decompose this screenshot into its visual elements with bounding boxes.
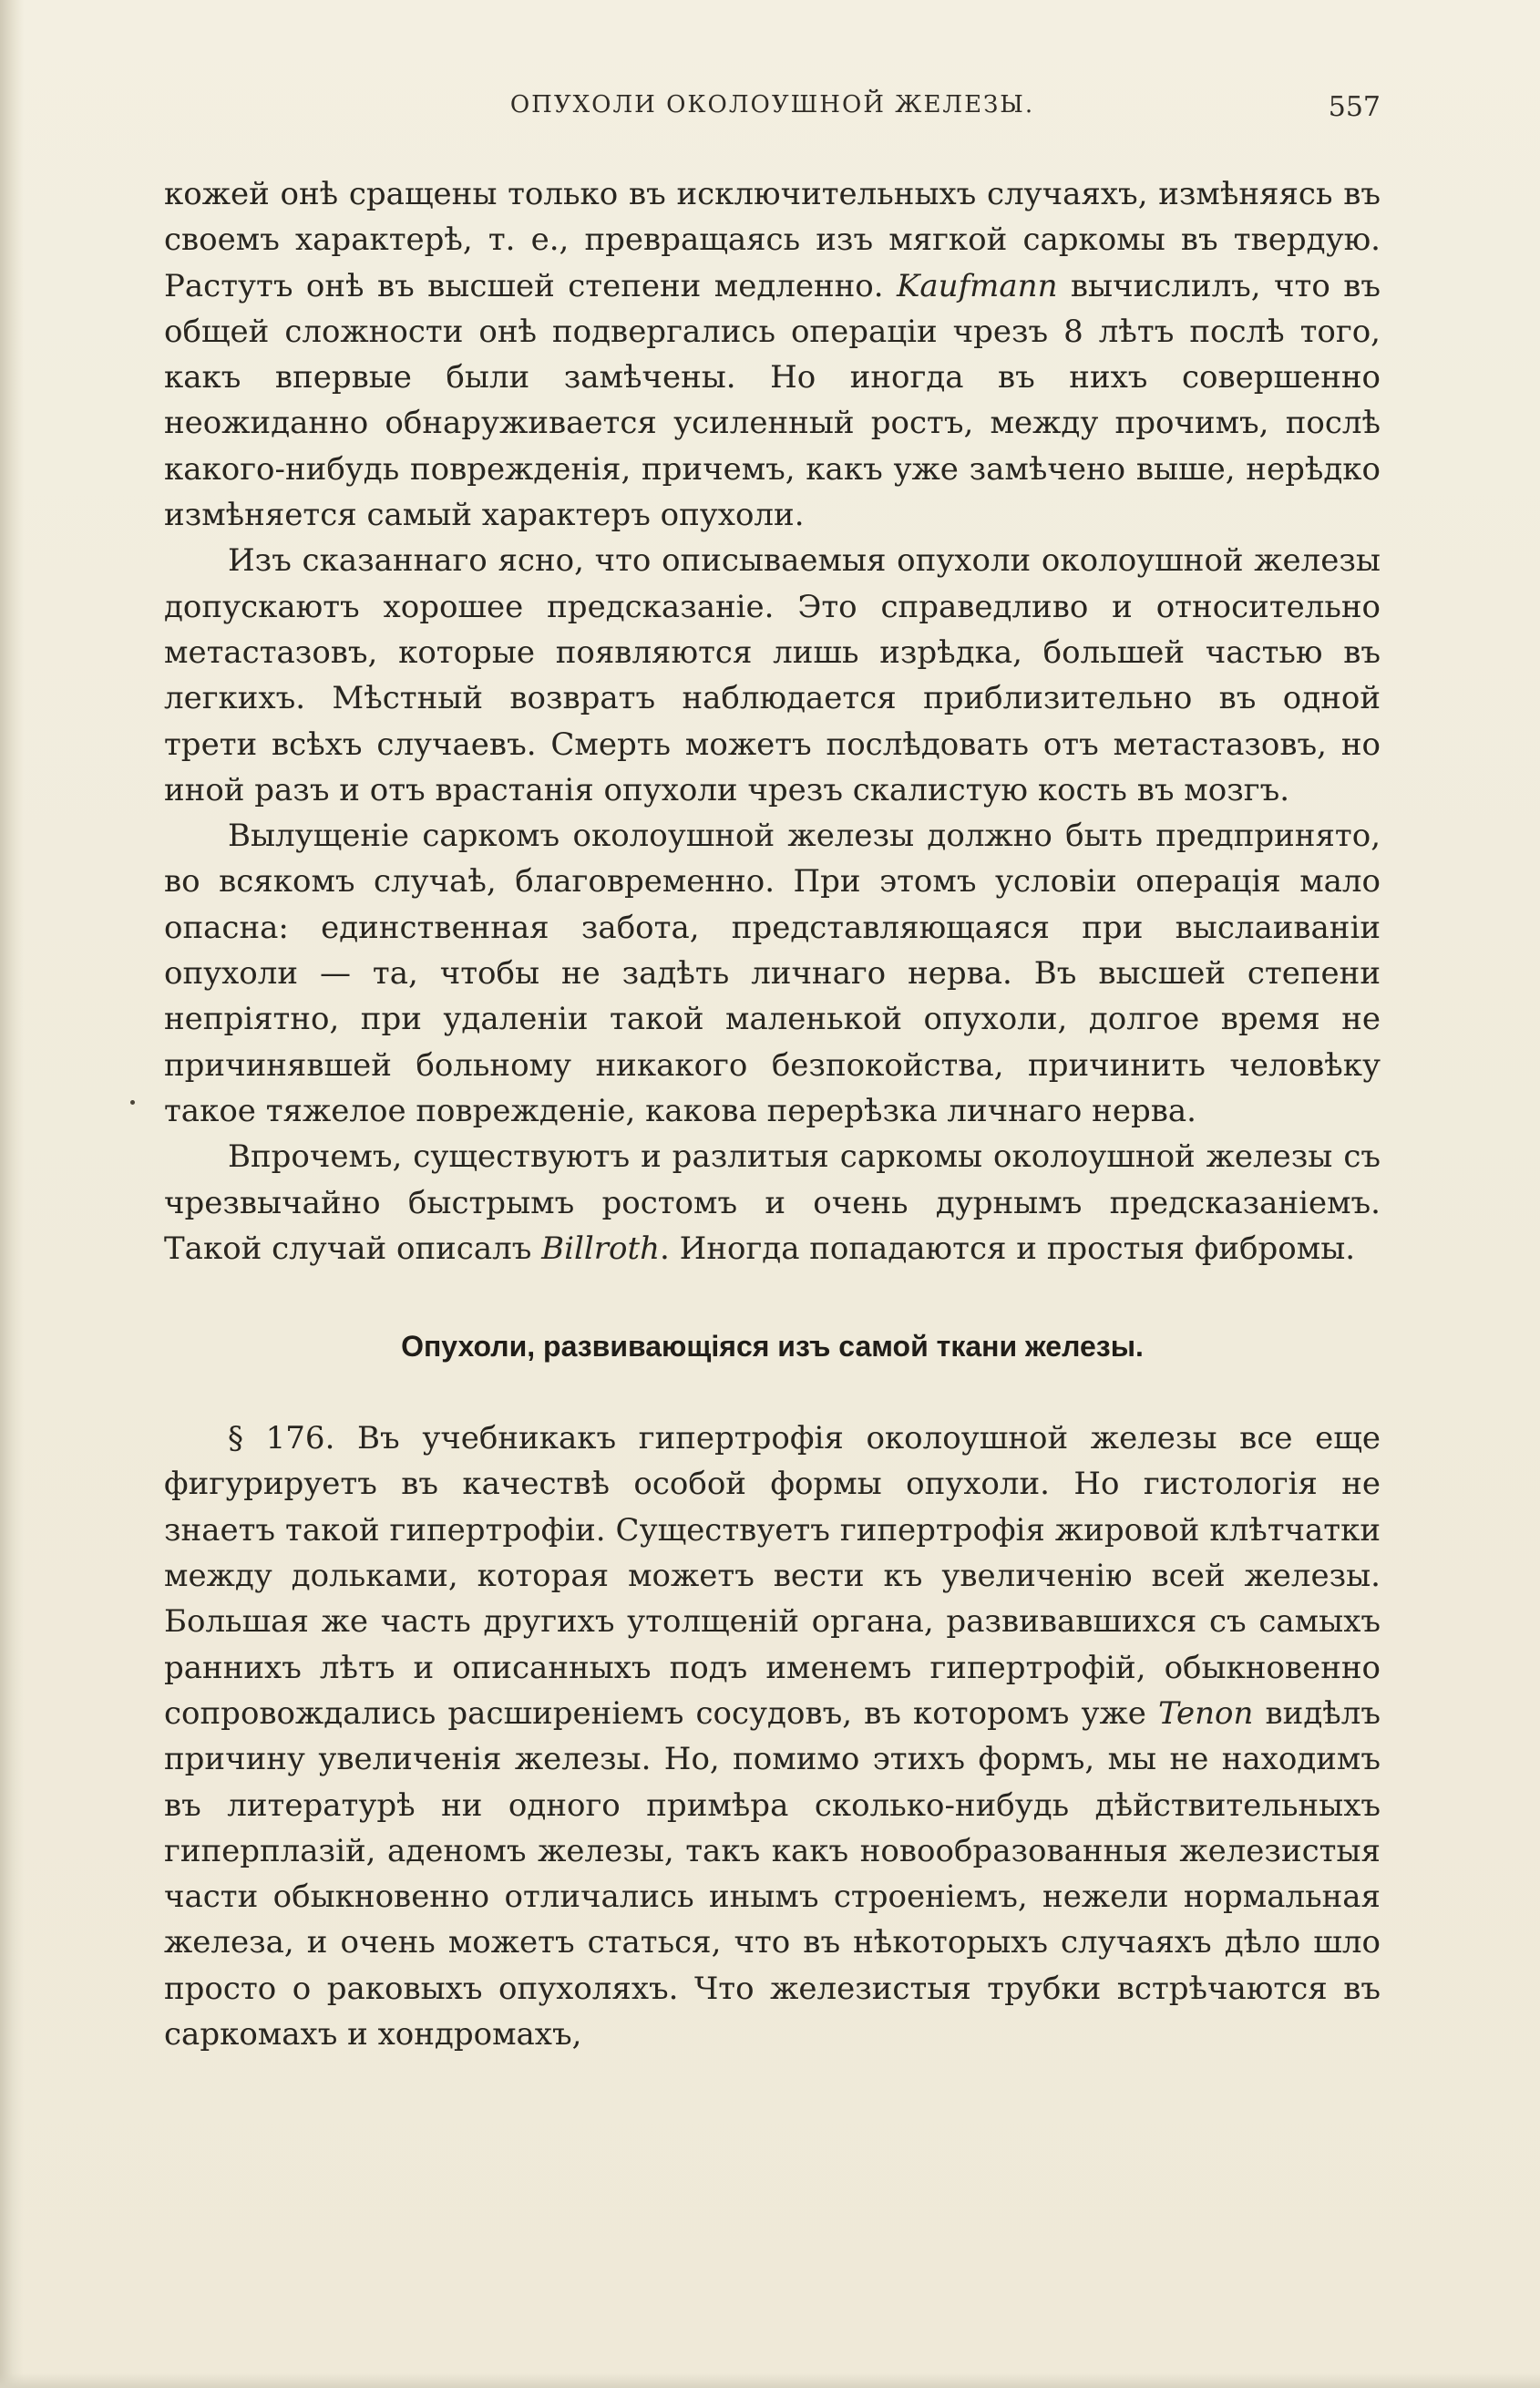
paragraph-text: вычислилъ, что въ общей сложности онѣ подвергались операціи чрезъ 8 лѣтъ послѣ того, какъ впервые были замѣчены. Но иногда въ нихъ совершенно неожиданно обнаруживается усиленный ростъ, между прочимъ, послѣ какого-нибудь поврежденія, причемъ, какъ уже замѣчено выше, нерѣдко измѣняется самый характеръ опухоли. [164,267,1381,534]
page-number: 557 [1328,91,1381,123]
paragraph-text: Впрочемъ, существуютъ и разлитыя саркомы околоушной железы съ чрезвычайно быстрымъ ростомъ и очень дурнымъ предсказаніемъ. Такой случай описалъ [164,1138,1381,1267]
author-name: Kaufmann [897,267,1058,304]
running-title: ОПУХОЛИ ОКОЛОУШНОЙ ЖЕЛЕЗЫ. [509,91,1035,118]
paragraph-text: § 176. Въ учебникакъ гипертрофія околоушной железы все еще фигурируетъ въ качествѣ особой формы опухоли. Но гистологія не знаетъ такой гипертрофіи. Существуетъ гипертрофія жировой клѣтчатки между дольками, которая можетъ вести къ увеличенію всей железы. Большая же часть другихъ утолщеній органа, развивавшихся съ самыхъ раннихъ лѣтъ и описанныхъ подъ именемъ гипертрофій, обыкновенно сопровождались расширеніемъ сосудовъ, въ которомъ уже [164,1420,1381,1732]
paragraph-continued [164,171,1381,538]
author-name: Billroth [541,1230,661,1267]
paragraph: Изъ сказаннаго ясно, что описываемыя опухоли околоушной железы допускаютъ хорошее предсказаніе. Это справедливо и относительно метастазовъ, которые появляются лишь изрѣдка, большей частью въ легкихъ. Мѣстный возвратъ наблюдается приблизительно въ одной трети всѣхъ случаевъ. Смерть можетъ послѣдовать отъ метастазовъ, но иной разъ и отъ врастанія опухоли чрезъ скалистую кость въ мозгъ. [164,542,1381,808]
paragraph-text: кожей онѣ сращены только въ исключительныхъ случаяхъ, измѣняясь въ своемъ характерѣ, т. е., превращаясь изъ мягкой саркомы въ твердую. Растутъ онѣ въ высшей степени медленно. [164,176,1381,304]
body-text [164,171,1381,2057]
section-heading: Опухоли, развивающіяся изъ самой ткани железы. [401,1330,1144,1364]
page-bottom-shadow [0,2373,1540,2388]
paragraph [164,1415,1381,2057]
paragraph: Вылущеніе саркомъ околоушной железы должно быть предпринято, во всякомъ случаѣ, благовременно. При этомъ условіи операція мало опасна: единственная забота, представляющаяся при выслаиваніи опухоли — та, чтобы не задѣть личнаго нерва. Въ высшей степени непріятно, при удаленіи такой маленькой опухоли, долгое время не причинявшей больному никакого безпокойства, причинить человѣку такое тяжелое поврежденіе, какова перерѣзка личнаго нерва. [164,818,1381,1129]
running-header [164,91,1381,131]
paragraph-text: . Иногда попадаются и простыя фибромы. [660,1230,1356,1267]
paragraph-text: видѣлъ причину увеличенія железы. Но, помимо этихъ формъ, мы не находимъ въ литературѣ ни одного примѣра сколько-нибудь дѣйствительныхъ гиперплазій, аденомъ железы, такъ какъ новообразованныя железистыя части обыкновенно отличались инымъ строеніемъ, нежели нормальная железа, и очень можетъ статься, что въ нѣкоторыхъ случаяхъ дѣло шло просто о раковыхъ опухоляхъ. Что железистыя трубки встрѣчаются въ саркомахъ и хондромахъ, [164,1694,1381,2053]
author-name: Tenon [1157,1694,1254,1732]
paragraph [164,1134,1381,1271]
page-gutter-shadow [0,0,24,2388]
print-speck [130,1100,135,1105]
